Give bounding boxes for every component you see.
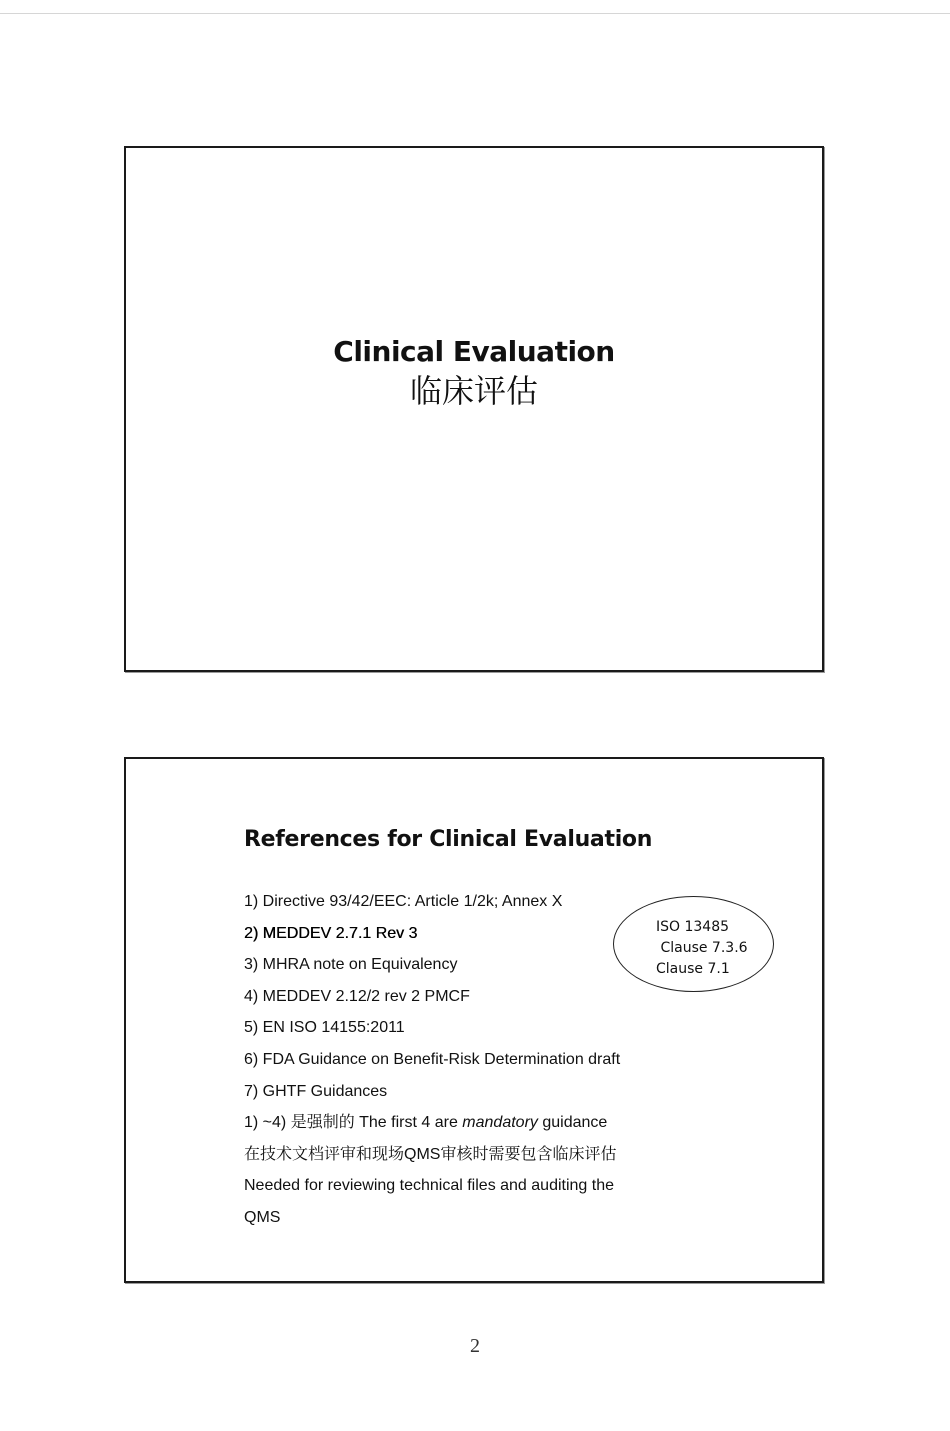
note-english-line2: QMS <box>244 1208 281 1226</box>
references-heading: References for Clinical Evaluation <box>244 827 653 852</box>
reference-item: 1) Directive 93/42/EEC: Article 1/2k; Annex X <box>244 893 563 910</box>
note-english-line1: Needed for reviewing technical files and auditing the <box>244 1177 615 1195</box>
page-number: 2 <box>470 1335 480 1357</box>
iso-line-2: Clause 7.3.6 <box>656 940 748 956</box>
iso-callout-text <box>656 917 748 980</box>
note-chinese: 在技术文档评审和现场QMS审核时需要包含临床评估 <box>244 1145 617 1163</box>
reference-item: 4) MEDDEV 2.12/2 rev 2 PMCF <box>244 987 470 1005</box>
reference-item: 2) MEDDEV 2.7.1 Rev 3 <box>244 924 418 942</box>
reference-item: 6) FDA Guidance on Benefit-Risk Determination draft <box>244 1050 621 1068</box>
slide-title-block <box>126 334 822 412</box>
reference-item: 5) EN ISO 14155:2011 <box>244 1019 405 1037</box>
page-top-rule <box>0 13 950 14</box>
mandatory-word: mandatory <box>462 1114 538 1132</box>
mandatory-suffix: guidance <box>537 1114 608 1132</box>
slide-references <box>124 757 824 1283</box>
slide-title-clinical-evaluation <box>124 146 824 672</box>
mandatory-note <box>244 1110 684 1142</box>
iso-line-1: ISO 13485 <box>656 919 730 935</box>
iso-line-3: Clause 7.1 <box>656 961 730 977</box>
reference-item: 7) GHTF Guidances <box>244 1082 388 1100</box>
slide-title-chinese: 临床评估 <box>409 372 538 410</box>
mandatory-prefix: 1) ~4) 是强制的 The first 4 are <box>244 1114 463 1132</box>
reference-item: 3) MHRA note on Equivalency <box>244 956 458 974</box>
slide-title-english: Clinical Evaluation <box>333 335 615 368</box>
